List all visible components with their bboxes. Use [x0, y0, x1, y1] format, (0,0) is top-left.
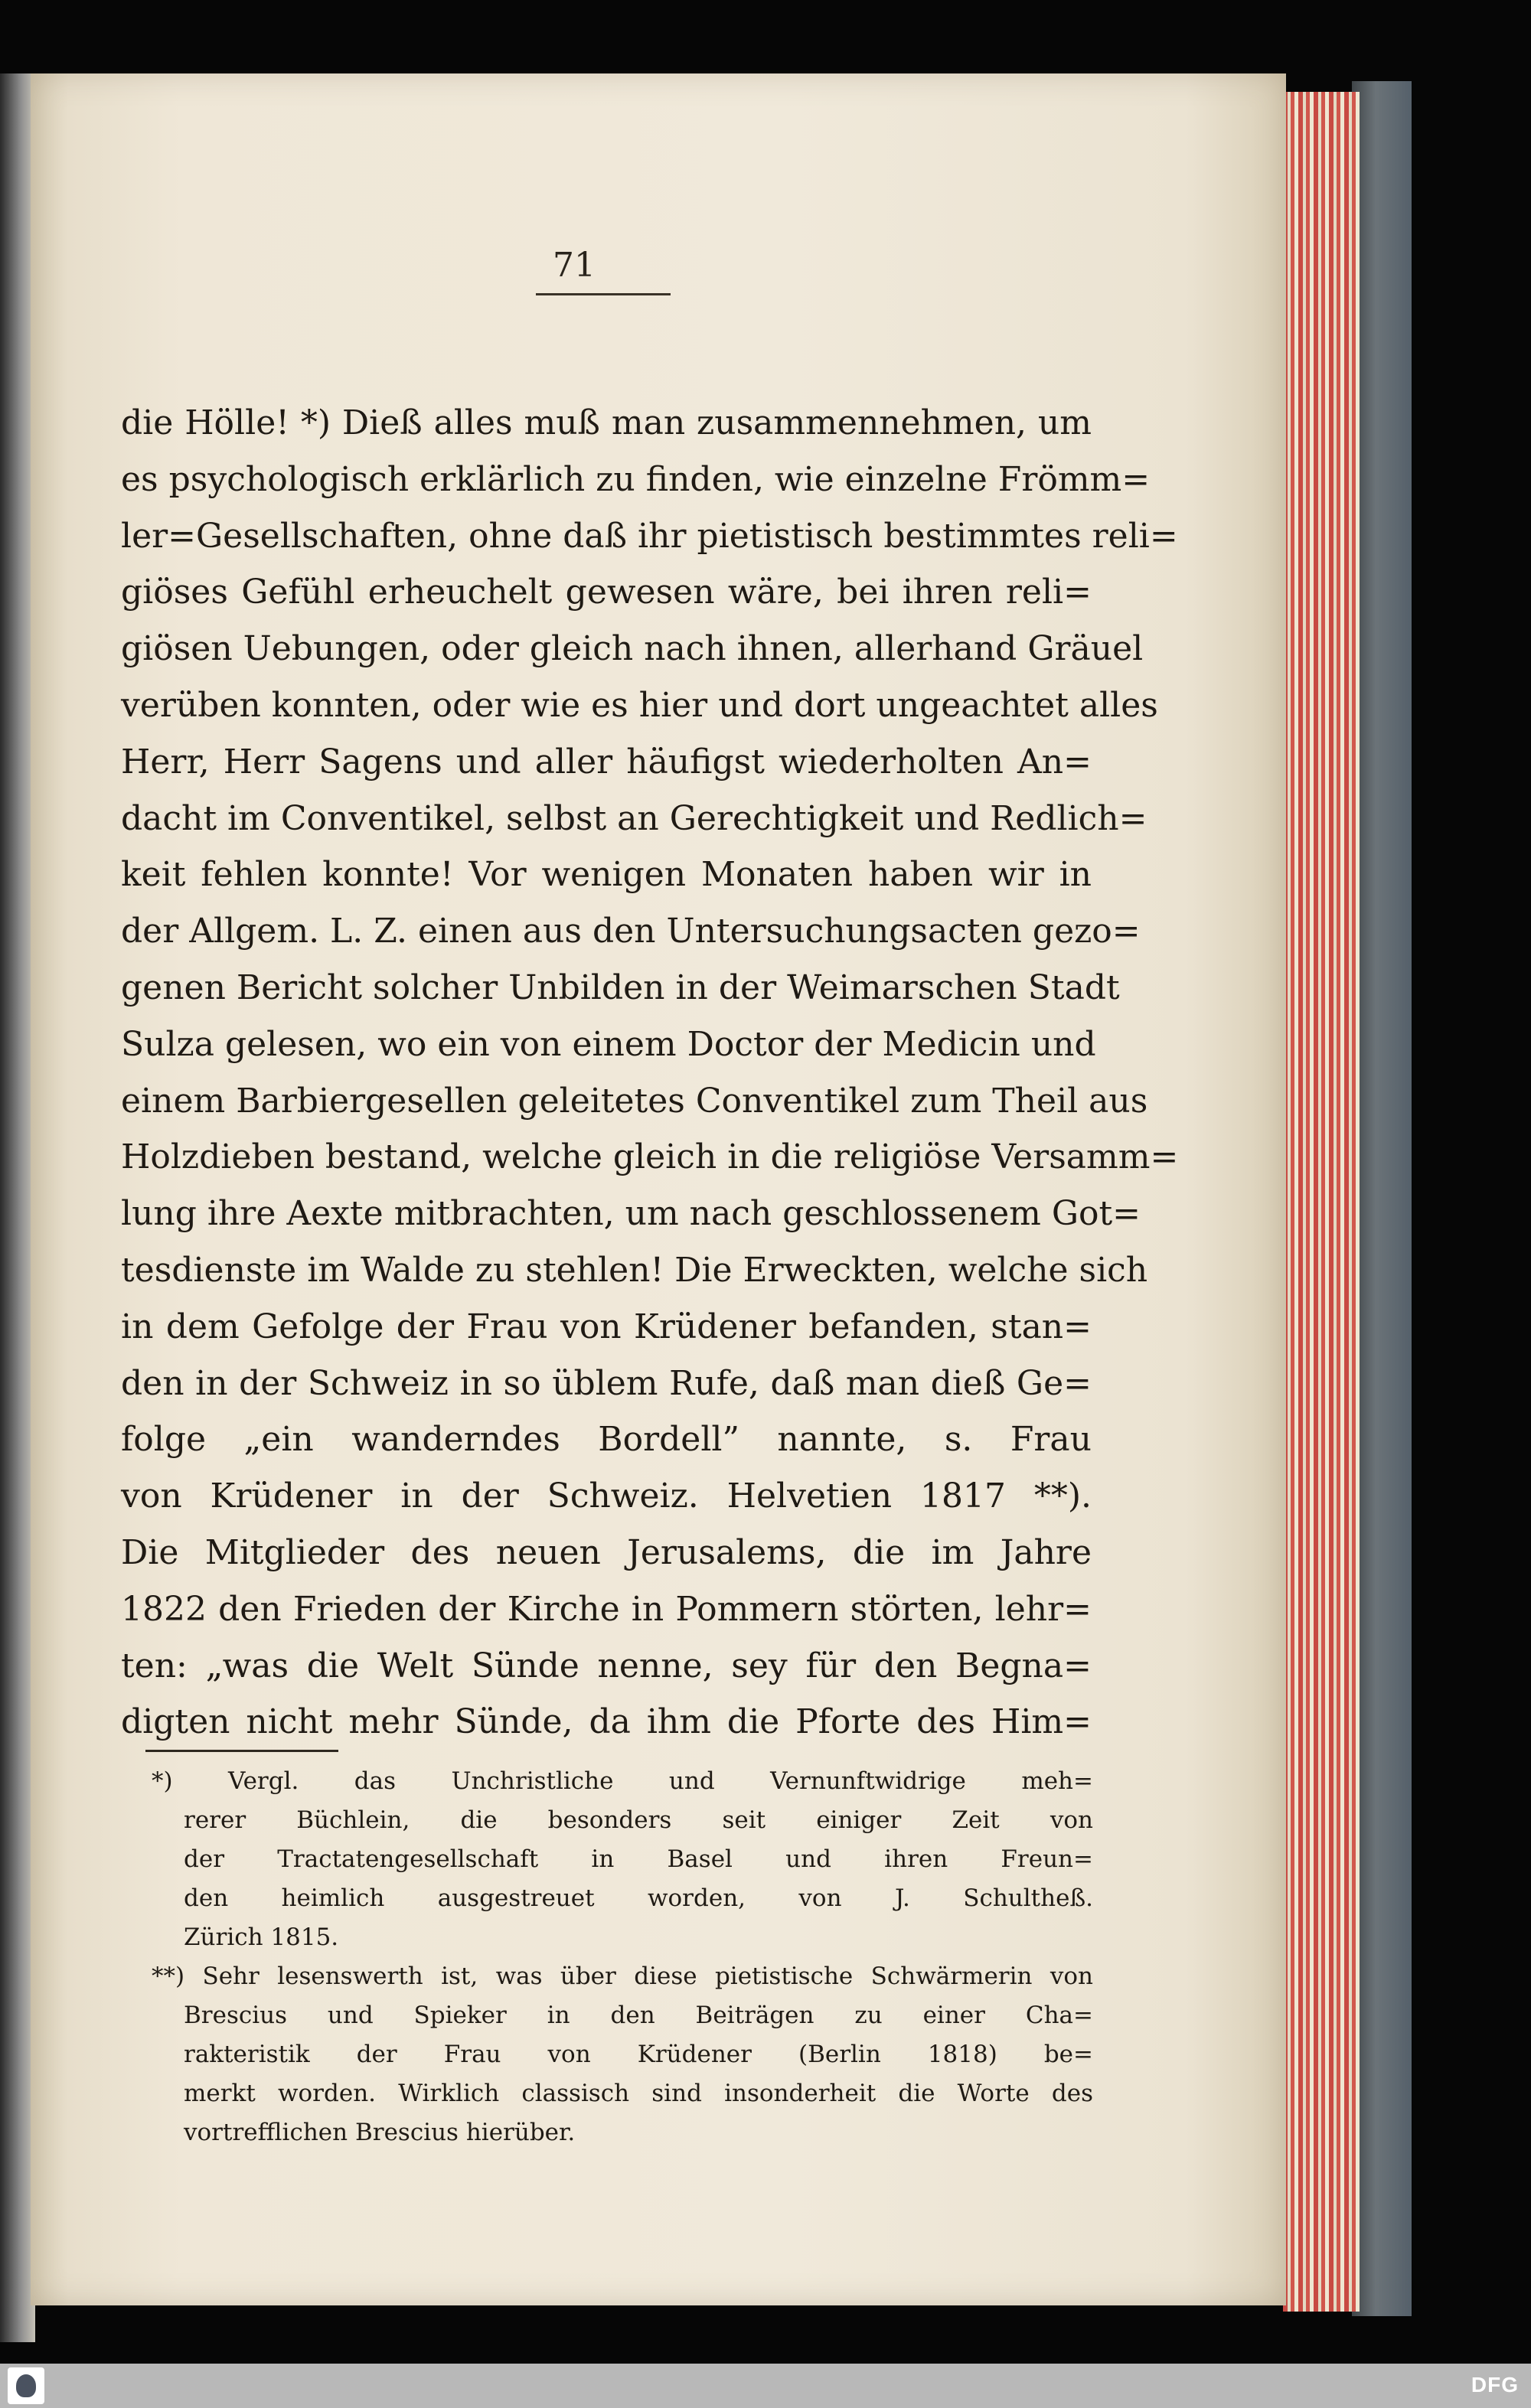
library-logo-icon [8, 2367, 44, 2404]
text-line: Herr, Herr Sagens und aller häufigst wiederholten An= [121, 742, 1092, 781]
text-line: Die Mitglieder des neuen Jerusalems, die im Jahre [121, 1532, 1092, 1572]
text-line: Sulza gelesen, wo ein von einem Doctor der Medicin und [121, 1024, 1096, 1064]
text-line: die Hölle! *) Dieß alles muß man zusammennehmen, um [121, 403, 1092, 442]
text-line: einem Barbiergesellen geleitetes Conventikel zum Theil aus [121, 1081, 1148, 1121]
viewer-footer-strip [0, 2364, 1531, 2408]
footnote-line: der Tractatengesellschaft in Basel und ihren Freun= [184, 1845, 1093, 1873]
footnote-line: Brescius und Spieker in den Beiträgen zu einer Cha= [184, 2002, 1093, 2029]
dfg-logo: DFG [1471, 2373, 1519, 2397]
text-line: ler=Gesellschaften, ohne daß ihr pietistisch bestimmtes reli= [121, 516, 1178, 556]
page-edges [1283, 92, 1360, 2312]
footnote-line: **) Sehr lesenswerth ist, was über diese pietistische Schwärmerin von [152, 1963, 1093, 1990]
text-line: Holzdieben bestand, welche gleich in die religiöse Versamm= [121, 1137, 1179, 1177]
text-line: folge „ein wanderndes Bordell” nannte, s. Frau [121, 1420, 1092, 1460]
text-line: giöses Gefühl erheuchelt gewesen wäre, bei ihren reli= [121, 573, 1092, 612]
text-line: 1822 den Frieden der Kirche in Pommern störten, lehr= [121, 1589, 1092, 1629]
text-line: digten nicht mehr Sünde, da ihm die Pforte des Him= [121, 1702, 1092, 1742]
text-line: ten: „was die Welt Sünde nenne, sey für den Begna= [121, 1646, 1092, 1685]
footnote-line: rakteristik der Frau von Krüdener (Berlin 1818) be= [184, 2041, 1093, 2068]
text-line: giösen Uebungen, oder gleich nach ihnen, allerhand Gräuel [121, 629, 1144, 669]
text-line: keit fehlen konnte! Vor wenigen Monaten haben wir in [121, 855, 1092, 895]
text-line: es psychologisch erklärlich zu finden, wie einzelne Frömm= [121, 459, 1151, 499]
footnote-line: den heimlich ausgestreuet worden, von J. Schultheß. [184, 1884, 1093, 1912]
footnote-line: *) Vergl. das Unchristliche und Vernunftwidrige meh= [152, 1767, 1093, 1795]
book-page [31, 73, 1286, 2305]
book-cover-right [1352, 81, 1412, 2316]
text-line: lung ihre Aexte mitbrachten, um nach geschlossenem Got= [121, 1194, 1141, 1234]
page-number-rule [536, 293, 671, 295]
text-line: dacht im Conventikel, selbst an Gerechtigkeit und Redlich= [121, 798, 1147, 838]
footnotes [152, 1762, 1093, 2152]
footnote-line: rerer Büchlein, die besonders seit einiger Zeit von [184, 1806, 1093, 1834]
text-line: der Allgem. L. Z. einen aus den Untersuchungsacten gezo= [121, 912, 1141, 951]
text-line: tesdienste im Walde zu stehlen! Die Erweckten, welche sich [121, 1250, 1148, 1290]
page-number: 71 [553, 246, 596, 285]
text-line: genen Bericht solcher Unbilden in der Weimarschen Stadt [121, 967, 1120, 1007]
footnote-line: Zürich 1815. [184, 1923, 339, 1951]
text-line: verüben konnten, oder wie es hier und dort ungeachtet alles [121, 685, 1158, 725]
body-text [121, 395, 1179, 1751]
footnote-rule [145, 1750, 338, 1752]
text-line: in dem Gefolge der Frau von Krüdener befanden, stan= [121, 1307, 1092, 1346]
text-line: den in der Schweiz in so üblem Rufe, daß man dieß Ge= [121, 1363, 1092, 1403]
footnote-line: merkt worden. Wirklich classisch sind insonderheit die Worte des [184, 2080, 1093, 2107]
text-line: von Krüdener in der Schweiz. Helvetien 1817 **). [121, 1476, 1092, 1516]
footnote-line: vortrefflichen Brescius hierüber. [184, 2119, 576, 2146]
